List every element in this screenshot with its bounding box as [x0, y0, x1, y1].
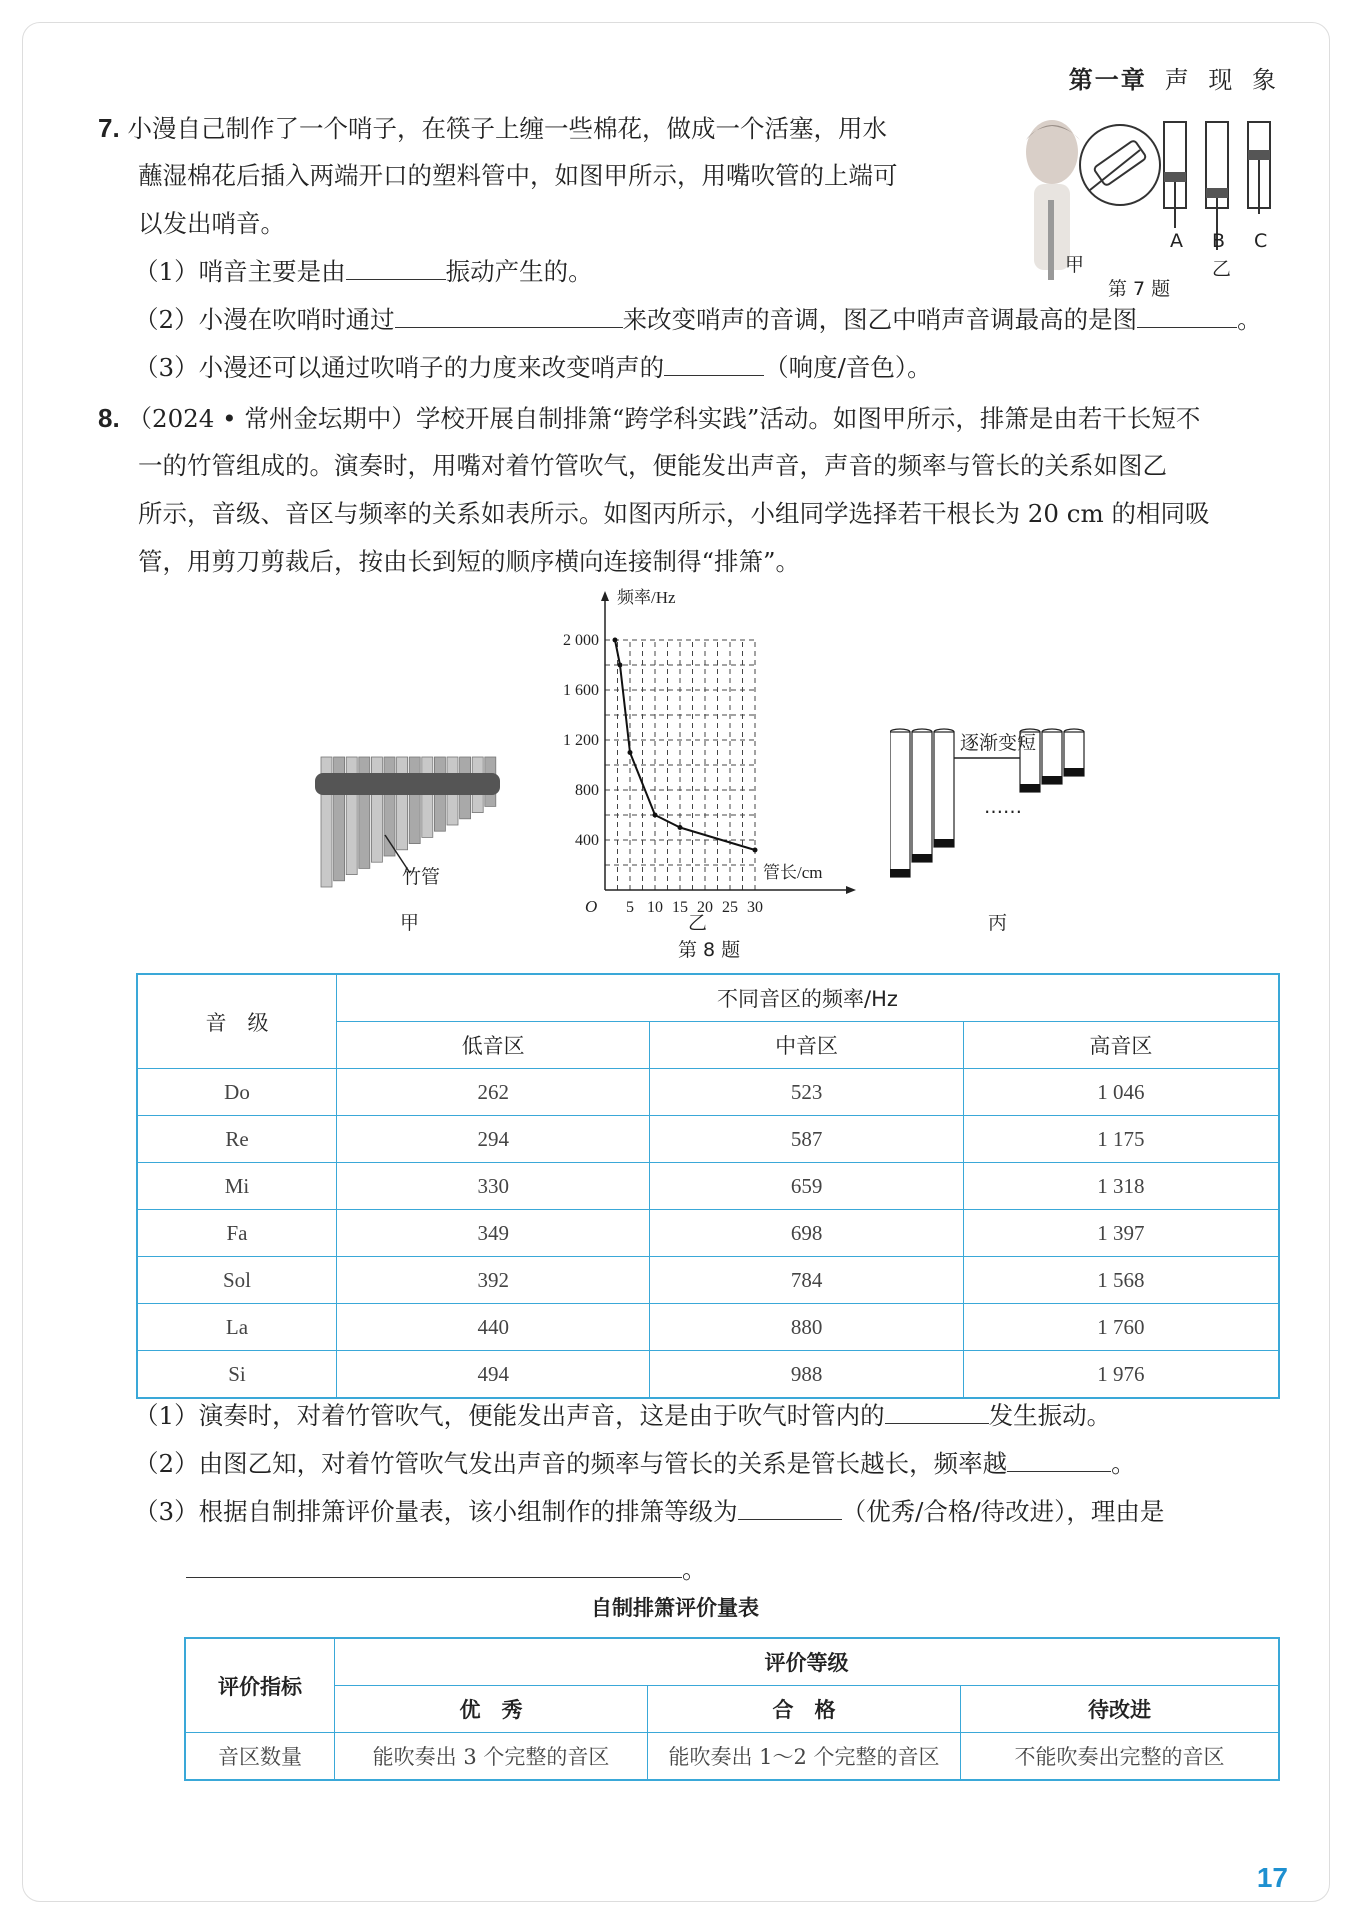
answer-blank[interactable] [664, 351, 764, 376]
table-header-group: 不同音区的频率/Hz [337, 974, 1280, 1022]
answer-blank[interactable] [186, 1553, 682, 1578]
frequency-curve [615, 640, 755, 850]
cell: Mi [137, 1163, 337, 1210]
table2-header-group: 评价等级 [335, 1638, 1280, 1686]
fig7-jia-label: 甲 [1065, 254, 1085, 276]
cell: 能吹奏出 3 个完整的音区 [335, 1733, 648, 1781]
cell: 1 568 [963, 1257, 1279, 1304]
data-point [618, 663, 623, 668]
y-tick-label: 1 600 [563, 682, 599, 699]
straw-plug [1042, 776, 1062, 784]
data-point [653, 813, 658, 818]
cell: 1 976 [963, 1351, 1279, 1399]
table-header-low: 低音区 [337, 1022, 650, 1069]
cell: 988 [650, 1351, 963, 1399]
fig8-jia-label: 甲 [400, 912, 420, 934]
cell: 587 [650, 1116, 963, 1163]
bamboo-tube [397, 757, 408, 850]
table2-header-excellent: 优 秀 [335, 1686, 648, 1733]
fig7-yi-label: 乙 [1212, 258, 1232, 280]
x-tick-label: 20 [697, 899, 713, 915]
cell: 349 [337, 1210, 650, 1257]
q8-line-4: 管，用剪刀剪裁后，按由长到短的顺序横向连接制得“排箫”。 [138, 547, 801, 576]
q7-line-2: 蘸湿棉花后插入两端开口的塑料管中，如图甲所示，用嘴吹管的上端可 [138, 161, 898, 190]
answer-blank[interactable] [738, 1495, 842, 1520]
fig8-yi-label: 乙 [688, 912, 708, 934]
q8-sub-3: （3）根据自制排箫评价量表，该小组制作的排箫等级为 （优秀/合格/待改进），理由是 [134, 1497, 1165, 1526]
straw-plug [1020, 784, 1040, 792]
data-point [628, 750, 633, 755]
straw-plug [912, 854, 932, 862]
answer-blank[interactable] [885, 1399, 989, 1424]
magnified-whistle-circle [1080, 125, 1160, 205]
frequency-table [136, 973, 1280, 1399]
data-point [613, 638, 618, 643]
data-point [753, 848, 758, 853]
cell: 659 [650, 1163, 963, 1210]
y-axis-arrow [601, 591, 609, 601]
x-axis-arrow [846, 886, 856, 894]
x-axis-label: 管长/cm [763, 863, 823, 882]
cell: 不能吹奏出完整的音区 [961, 1733, 1280, 1781]
cell: 能吹奏出 1～2 个完整的音区 [648, 1733, 961, 1781]
answer-blank[interactable] [1137, 303, 1237, 328]
cell: 440 [337, 1304, 650, 1351]
answer-blank[interactable] [395, 303, 623, 328]
q7-sub-2: （2）小漫在吹哨时通过 来改变哨声的音调，图乙中哨声音调最高的是图 。 [134, 305, 1262, 334]
label-b: B [1212, 230, 1226, 252]
x-tick-label: 10 [647, 899, 663, 915]
q8-line-2: 一的竹管组成的。演奏时，用嘴对着竹管吹气，便能发出声音，声音的频率与管长的关系如图乙 [138, 451, 1167, 480]
q8-sub-3-reason: 。 [186, 1546, 707, 1594]
q8-sub-2: （2）由图乙知，对着竹管吹气发出声音的频率与管长的关系是管长越长，频率越 。 [134, 1449, 1136, 1478]
answer-blank[interactable] [1007, 1447, 1111, 1472]
straw-plug [934, 839, 954, 847]
x-tick-label: 15 [672, 899, 688, 915]
chapter-header: 第一章 声 现 象 [1068, 66, 1282, 94]
data-point [678, 825, 683, 830]
label-c: C [1254, 230, 1268, 252]
tube-a [1164, 122, 1186, 228]
evaluation-table [184, 1637, 1280, 1781]
cell: 音区数量 [185, 1733, 335, 1781]
cell: La [137, 1304, 337, 1351]
q7-sub-3: （3）小漫还可以通过吹哨子的力度来改变哨声的 （响度/音色）。 [134, 353, 932, 382]
cell: 1 175 [963, 1116, 1279, 1163]
q8-line-3: 所示，音级、音区与频率的关系如表所示。如图丙所示，小组同学选择若干根长为 20 cm 的相同吸 [138, 499, 1210, 528]
y-axis-label: 频率/Hz [617, 588, 676, 607]
y-tick-label: 800 [575, 782, 599, 799]
cell: Re [137, 1116, 337, 1163]
cell: Si [137, 1351, 337, 1399]
cell: Fa [137, 1210, 337, 1257]
shorter-label: 逐渐变短 [960, 732, 1037, 754]
cell: 1 318 [963, 1163, 1279, 1210]
table2-header-pass: 合 格 [648, 1686, 961, 1733]
bamboo-tube [422, 757, 433, 837]
cell: 523 [650, 1069, 963, 1116]
q7-line-1: 7. 小漫自己制作了一个哨子，在筷子上缠一些棉花，做成一个活塞，用水 [98, 113, 887, 143]
fig8-bing-label: 丙 [988, 912, 1008, 934]
straw [934, 732, 954, 847]
table-header-level: 音 级 [137, 974, 337, 1069]
cell: 698 [650, 1210, 963, 1257]
x-tick-label: 5 [626, 899, 634, 915]
q8-line-1: 8. （2024 • 常州金坛期中）学校开展自制排箫“跨学科实践”活动。如图甲所示，排箫是由若干长短不 [98, 403, 1201, 433]
cell: 1 760 [963, 1304, 1279, 1351]
label-a: A [1170, 230, 1183, 252]
cell: 392 [337, 1257, 650, 1304]
x-tick-label: 30 [747, 899, 763, 915]
table-row [185, 1733, 1279, 1781]
answer-blank[interactable] [346, 255, 446, 280]
straw-plug [890, 869, 910, 877]
straw [912, 732, 932, 862]
table2-header-improve: 待改进 [961, 1686, 1280, 1733]
cell: 494 [337, 1351, 650, 1399]
fig8-caption: 第 8 题 [678, 939, 741, 961]
bamboo-tube-label: 竹管 [402, 866, 441, 888]
fig7-caption: 第 7 题 [1108, 278, 1171, 300]
q7-line-3: 以发出哨音。 [138, 209, 285, 238]
cell: Sol [137, 1257, 337, 1304]
frequency-length-chart [550, 585, 870, 915]
cell: 294 [337, 1116, 650, 1163]
cell: Do [137, 1069, 337, 1116]
bamboo-tube [371, 757, 382, 862]
cell: 262 [337, 1069, 650, 1116]
ellipsis-label: …… [984, 796, 1022, 818]
q7-figure [990, 110, 1290, 300]
cell: 784 [650, 1257, 963, 1304]
table-row [137, 1210, 1279, 1257]
y-tick-label: 2 000 [563, 632, 599, 649]
table-row [137, 1304, 1279, 1351]
cell: 880 [650, 1304, 963, 1351]
table-header-high: 高音区 [963, 1022, 1279, 1069]
q7-sub-1: （1）哨音主要是由 振动产生的。 [134, 257, 593, 286]
straw [890, 732, 910, 877]
y-tick-label: 1 200 [563, 732, 599, 749]
table-row [137, 1069, 1279, 1116]
table-row [137, 1116, 1279, 1163]
y-tick-label: 400 [575, 832, 599, 849]
cell: 1 397 [963, 1210, 1279, 1257]
evaluation-table-title: 自制排箫评价量表 [591, 1596, 759, 1620]
table2-header-indicator: 评价指标 [185, 1638, 335, 1733]
table-row [137, 1257, 1279, 1304]
table-row [137, 1351, 1279, 1399]
table-row [137, 1163, 1279, 1210]
bamboo-tube [409, 757, 420, 844]
page-number: 17 [1256, 1862, 1288, 1893]
x-tick-label: 25 [722, 899, 738, 915]
q8-sub-1: （1）演奏时，对着竹管吹气，便能发出声音，这是由于吹气时管内的 发生振动。 [134, 1401, 1112, 1430]
straw-plug [1064, 768, 1084, 776]
cell: 1 046 [963, 1069, 1279, 1116]
origin-label: O [585, 897, 598, 915]
cell: 330 [337, 1163, 650, 1210]
table-header-mid: 中音区 [650, 1022, 963, 1069]
tube-c [1248, 122, 1270, 214]
